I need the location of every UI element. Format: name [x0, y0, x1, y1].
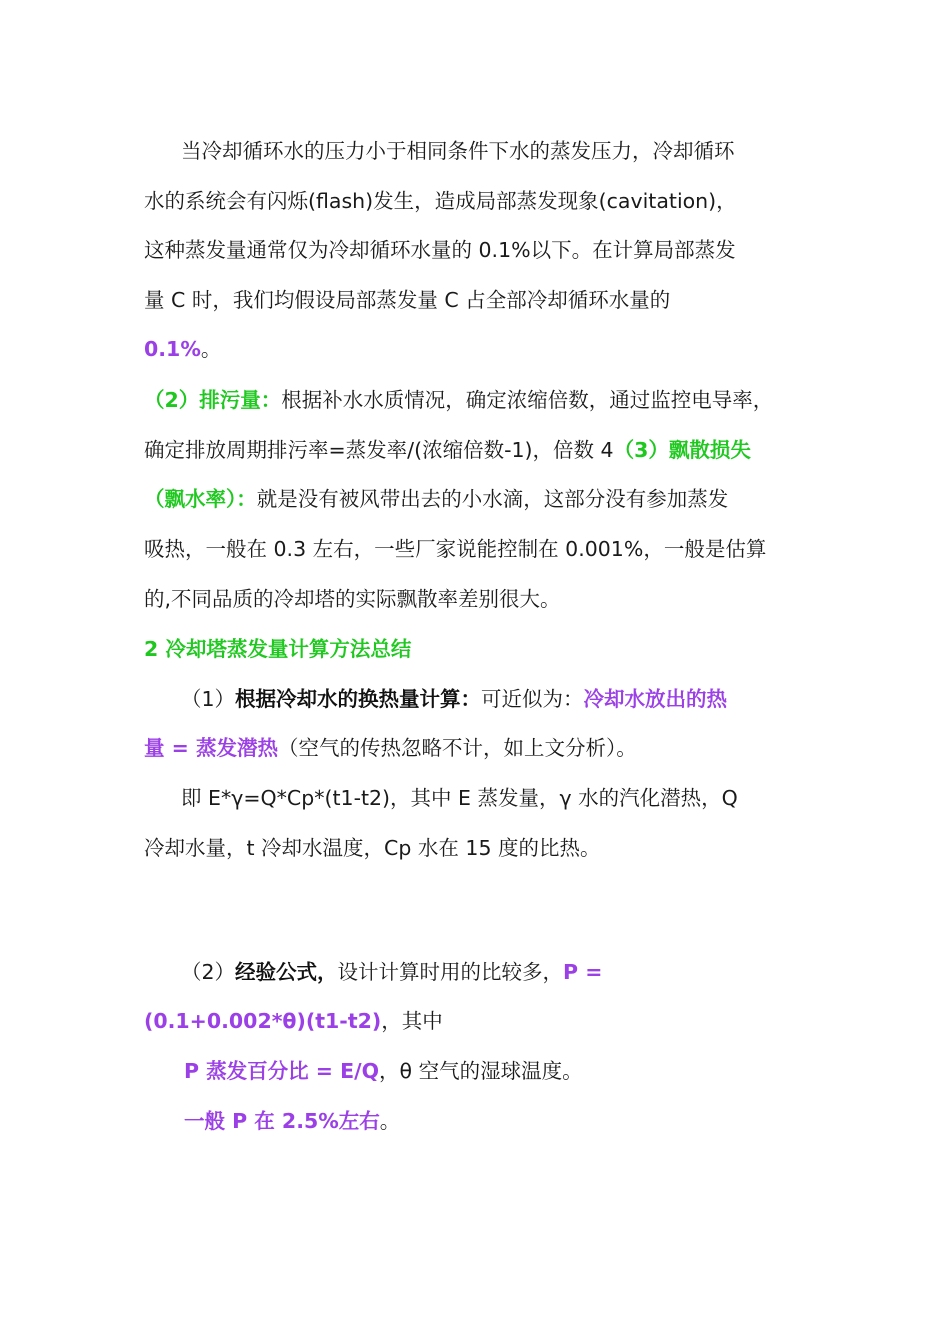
- text-run: （空气的传热忽略不计，如上文分析）。: [277, 736, 637, 760]
- text-run: 这种蒸发量通常仅为冷却循环水量的 0.1%以下。在计算局部蒸发: [144, 238, 736, 262]
- highlight-text: 冷却水放出的热: [583, 687, 728, 711]
- paragraph-line: [144, 433, 751, 467]
- text-run: 确定排放周期排污率=蒸发率/(浓缩倍数-1)，倍数 4: [144, 438, 614, 462]
- paragraph-line: [181, 682, 727, 716]
- text-run: 量 C 时，我们均假设局部蒸发量 C 占全部冷却循环水量的: [144, 288, 671, 312]
- section-heading: 2 冷却塔蒸发量计算方法总结: [144, 637, 412, 661]
- text-run: 就是没有被风带出去的小水滴，这部分没有参加蒸发: [256, 487, 729, 511]
- paragraph-line: [144, 731, 637, 765]
- paragraph-line: [144, 332, 221, 366]
- paragraph-line: [181, 781, 738, 815]
- text-run: 即 E*γ=Q*Cp*(t1-t2)，其中 E 蒸发量，γ 水的汽化潜热，Q: [181, 786, 738, 810]
- text-run: 的,不同品质的冷却塔的实际飘散率差别很大。: [144, 587, 561, 611]
- section-heading: （3）飘散损失: [613, 438, 751, 462]
- text-run: （2）: [181, 960, 236, 984]
- paragraph-line: [144, 233, 736, 267]
- text-run: 可近似为：: [481, 687, 584, 711]
- text-run: 冷却水量，t 冷却水温度，Cp 水在 15 度的比热。: [144, 836, 601, 860]
- text-run: ，其中: [381, 1009, 443, 1033]
- highlight-text: 量 = 蒸发潜热: [144, 736, 278, 760]
- paragraph-line: [144, 482, 728, 516]
- text-run: 吸热，一般在 0.3 左右，一些厂家说能控制在 0.001%，一般是估算: [144, 537, 767, 561]
- paragraph-line: [144, 1004, 443, 1038]
- formula: (0.1+0.002*θ)(t1-t2): [144, 1009, 382, 1033]
- formula: P =: [563, 960, 603, 984]
- text-run: 。: [200, 337, 222, 361]
- paragraph-line: [144, 283, 670, 317]
- text-run: 。: [379, 1109, 401, 1133]
- text-run: （1）: [181, 687, 236, 711]
- paragraph-line: [144, 582, 561, 616]
- bold-label: 经验公式，: [235, 960, 338, 984]
- paragraph-line: [144, 383, 773, 417]
- section-title: [144, 632, 411, 666]
- highlight-value: 0.1%: [144, 337, 201, 361]
- paragraph-line: [144, 831, 601, 865]
- text-run: 当冷却循环水的压力小于相同条件下水的蒸发压力，冷却循环: [181, 139, 735, 163]
- text-run: 设计计算时用的比较多，: [337, 960, 564, 984]
- bold-label: 根据冷却水的换热量计算：: [235, 687, 482, 711]
- section-heading: （2）排污量：: [144, 388, 282, 412]
- paragraph-line: [184, 1054, 583, 1088]
- paragraph-line: [181, 134, 735, 168]
- highlight-text: 一般 P 在 2.5%左右: [184, 1109, 380, 1133]
- text-run: 水的系统会有闪烁(flash)发生，造成局部蒸发现象(cavitation)，: [144, 189, 737, 213]
- section-heading: （飘水率）：: [144, 487, 257, 511]
- formula: P 蒸发百分比 = E/Q: [184, 1059, 380, 1083]
- paragraph-line: [184, 1104, 400, 1138]
- paragraph-line: [144, 532, 766, 566]
- text-run: ，θ 空气的湿球温度。: [379, 1059, 583, 1083]
- paragraph-line: [181, 955, 602, 989]
- paragraph-line: [144, 184, 737, 218]
- text-run: 根据补水水质情况，确定浓缩倍数，通过监控电导率，: [281, 388, 774, 412]
